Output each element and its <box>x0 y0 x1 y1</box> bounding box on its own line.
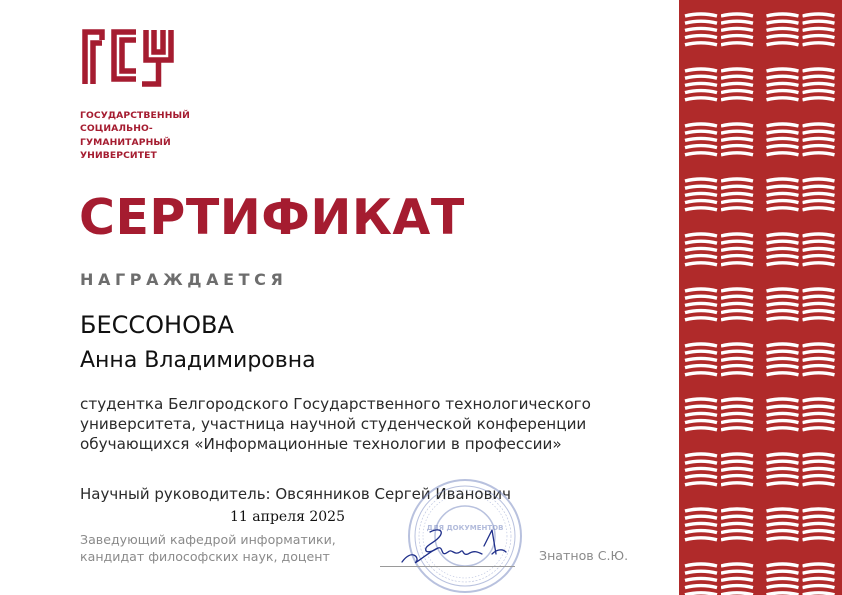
university-name-line: ГУМАНИТАРНЫЙ <box>80 136 171 148</box>
university-name <box>80 109 190 162</box>
position-line: кандидат философских наук, доцент <box>80 549 330 564</box>
description-line: студентка Белгородского Государственного технологического <box>80 395 591 413</box>
description-line: университета, участница научной студенческой конференции <box>80 415 587 433</box>
issue-date: 11 апреля 2025 <box>230 509 345 525</box>
signatory-position <box>80 531 336 565</box>
recipient-given-names: Анна Владимировна <box>80 348 316 373</box>
position-line: Заведующий кафедрой информатики, <box>80 532 336 547</box>
university-name-line: ГОСУДАРСТВЕННЫЙ <box>80 110 190 121</box>
signatory-name: Знатнов С.Ю. <box>539 548 629 563</box>
handwritten-signature-icon <box>392 518 512 570</box>
university-name-line: УНИВЕРСИТЕТ <box>80 149 157 161</box>
award-description <box>80 394 670 454</box>
recipient-surname: БЕССОНОВА <box>80 311 234 339</box>
open-book-pattern-icon <box>679 0 842 595</box>
certificate-title: СЕРТИФИКАТ <box>79 189 465 246</box>
gsgu-monogram-icon <box>80 27 176 87</box>
supervisor: Научный руководитель: Овсянников Сергей Иванович <box>80 485 512 503</box>
description-line: обучающихся «Информационные технологии в профессии» <box>80 435 562 453</box>
university-name-line: СОЦИАЛЬНО- <box>80 123 153 135</box>
stamp-text: ДЛЯ ДОКУМЕНТОВ <box>426 524 504 532</box>
awarded-label: НАГРАЖДАЕТСЯ <box>80 270 288 289</box>
